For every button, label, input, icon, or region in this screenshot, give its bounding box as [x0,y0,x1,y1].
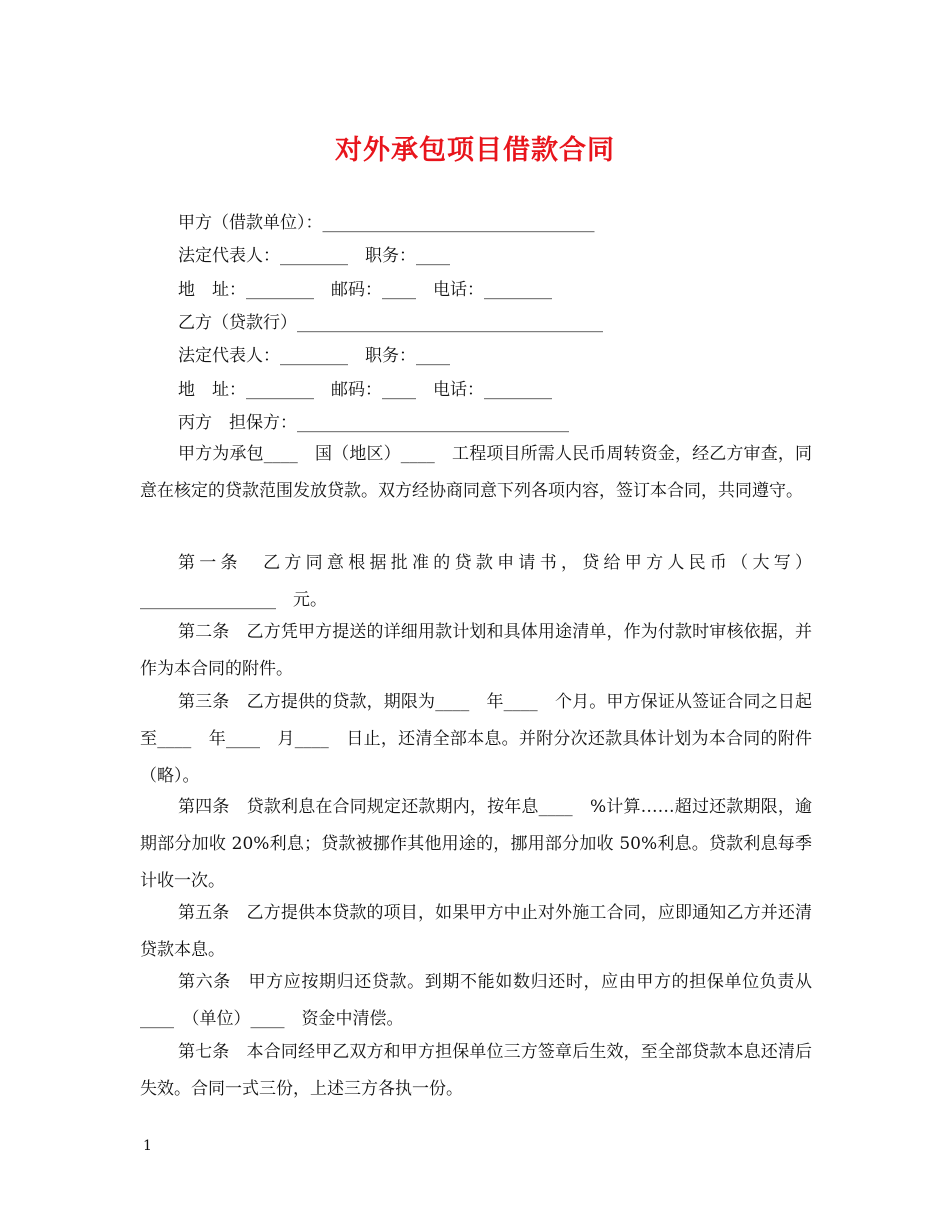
article-6: 第六条 甲方应按期归还贷款。到期不能如数归还时，应由甲方的担保单位负责从____ （单位）____ 资金中清偿。 [140,972,812,1029]
party-b-representative-field: 法定代表人：________ 职务：____ [178,346,450,366]
preamble-paragraph: 甲方为承包____ 国（地区）____ 工程项目所需人民币周转资金，经乙方审查，同意在核定的贷款范围发放贷款。双方经协商同意下列各项内容，签订本合同，共同遵守。 [140,444,812,501]
article-7: 第七条 本合同经甲乙双方和甲方担保单位三方签章后生效，至全部贷款本息还清后失效。合同一式三份，上述三方各执一份。 [140,1042,812,1099]
party-b-address-field: 地 址：________ 邮码：____ 电话：________ [178,380,552,400]
document-title: 对外承包项目借款合同 [335,135,615,166]
article-3: 第三条 乙方提供的贷款，期限为____ 年____ 个月。甲方保证从签证合同之日起至____ 年____ 月____ 日止，还清全部本息。并附分次还款具体计划为本合同的附件（略）。 [140,692,812,786]
article-2: 第二条 乙方凭甲方提送的详细用款计划和具体用途清单，作为付款时审核依据，并作为本合同的附件。 [140,622,812,679]
article-5: 第五条 乙方提供本贷款的项目，如果甲方中止对外施工合同，应即通知乙方并还清贷款本息。 [140,903,812,960]
party-a-address-field: 地 址：________ 邮码：____ 电话：________ [178,280,552,300]
page-number: 1 [143,1138,152,1154]
party-c-guarantor-field: 丙方 担保方：________________________________ [178,413,569,433]
article-1: 第一条 乙方同意根据批准的贷款申请书，贷给甲方人民币（大写）________________ 元。 [140,553,812,610]
party-b-field: 乙方（贷款行）____________________________________ [178,313,603,333]
article-4: 第四条 贷款利息在合同规定还款期内，按年息____ %计算……超过还款期限，逾期部分加收 20%利息；贷款被挪作其他用途的，挪用部分加收 50%利息。贷款利息每季计收一次。 [140,797,812,891]
party-a-representative-field: 法定代表人：________ 职务：____ [178,246,450,266]
party-a-field: 甲方（借款单位）：________________________________ [178,213,595,233]
